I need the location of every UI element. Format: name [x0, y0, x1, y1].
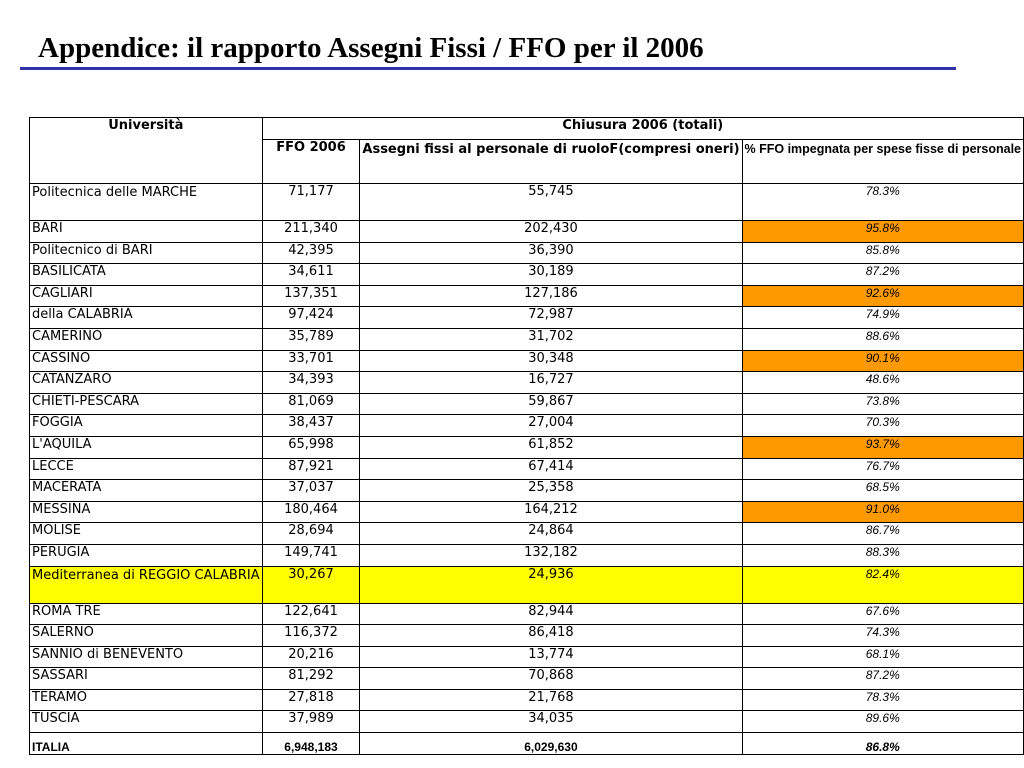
ffo-cell: 87,921: [262, 458, 360, 480]
assegni-cell: 24,864: [360, 523, 742, 545]
university-cell: CHIETI-PESCARA: [30, 393, 263, 415]
page-title: Appendice: il rapporto Assegni Fissi / FFO per il 2006: [38, 32, 704, 64]
assegni-cell: 13,774: [360, 646, 742, 668]
university-cell: BARI: [30, 221, 263, 243]
university-cell: CASSINO: [30, 350, 263, 372]
pct-cell: 91.0%: [742, 501, 1023, 523]
university-cell: FOGGIA: [30, 415, 263, 437]
pct-cell: 87.2%: [742, 264, 1023, 286]
table-row: [30, 393, 1024, 415]
pct-cell: 82.4%: [742, 566, 1023, 603]
university-cell: CAGLIARI: [30, 285, 263, 307]
table-row: [30, 566, 1024, 603]
pct-cell: 68.5%: [742, 480, 1023, 502]
pct-cell: 78.3%: [742, 184, 1023, 221]
assegni-cell: 30,348: [360, 350, 742, 372]
pct-cell: 88.3%: [742, 544, 1023, 566]
ffo-cell: 37,037: [262, 480, 360, 502]
university-cell: Politecnico di BARI: [30, 242, 263, 264]
table-row: [30, 184, 1024, 221]
table-row: [30, 221, 1024, 243]
ffo-cell: 116,372: [262, 625, 360, 647]
university-cell: ROMA TRE: [30, 603, 263, 625]
table-row: [30, 668, 1024, 690]
table-row: [30, 307, 1024, 329]
pct-cell: 90.1%: [742, 350, 1023, 372]
pct-cell: 93.7%: [742, 436, 1023, 458]
pct-cell: 68.1%: [742, 646, 1023, 668]
ffo-cell: 81,069: [262, 393, 360, 415]
header-assegni: Assegni fissi al personale di ruoloF(compresi oneri): [360, 140, 742, 184]
assegni-cell: 30,189: [360, 264, 742, 286]
assegni-cell: 21,768: [360, 689, 742, 711]
assegni-cell: 61,852: [360, 436, 742, 458]
table-row: [30, 646, 1024, 668]
university-cell: PERUGIA: [30, 544, 263, 566]
pct-cell: 76.7%: [742, 458, 1023, 480]
ffo-cell: 28,694: [262, 523, 360, 545]
header-pct: % FFO impegnata per spese fisse di personale: [742, 140, 1023, 184]
university-cell: LECCE: [30, 458, 263, 480]
assegni-cell: 86,418: [360, 625, 742, 647]
ffo-cell: 38,437: [262, 415, 360, 437]
table-row: [30, 625, 1024, 647]
assegni-cell: 55,745: [360, 184, 742, 221]
pct-cell: 85.8%: [742, 242, 1023, 264]
assegni-cell: 34,035: [360, 711, 742, 733]
table-row: [30, 480, 1024, 502]
header-group: Chiusura 2006 (totali): [262, 118, 1023, 140]
assegni-cell: 67,414: [360, 458, 742, 480]
pct-cell: 86.7%: [742, 523, 1023, 545]
ffo-cell: 42,395: [262, 242, 360, 264]
ffo-cell: 122,641: [262, 603, 360, 625]
assegni-cell: 202,430: [360, 221, 742, 243]
assegni-cell: 127,186: [360, 285, 742, 307]
pct-cell: 78.3%: [742, 689, 1023, 711]
table-row: [30, 689, 1024, 711]
assegni-cell: 82,944: [360, 603, 742, 625]
ffo-table: [29, 117, 1024, 755]
ffo-cell: 65,998: [262, 436, 360, 458]
assegni-cell: 16,727: [360, 372, 742, 394]
total-assegni: 6,029,630: [360, 733, 742, 755]
pct-cell: 70.3%: [742, 415, 1023, 437]
assegni-cell: 72,987: [360, 307, 742, 329]
assegni-cell: 36,390: [360, 242, 742, 264]
pct-cell: 74.3%: [742, 625, 1023, 647]
university-cell: Politecnica delle MARCHE: [30, 184, 263, 221]
assegni-cell: 27,004: [360, 415, 742, 437]
ffo-cell: 211,340: [262, 221, 360, 243]
pct-cell: 95.8%: [742, 221, 1023, 243]
table-row: [30, 415, 1024, 437]
ffo-cell: 34,393: [262, 372, 360, 394]
total-ffo: 6,948,183: [262, 733, 360, 755]
pct-cell: 88.6%: [742, 328, 1023, 350]
university-cell: MOLISE: [30, 523, 263, 545]
table-row: [30, 523, 1024, 545]
pct-cell: 73.8%: [742, 393, 1023, 415]
pct-cell: 48.6%: [742, 372, 1023, 394]
ffo-cell: 97,424: [262, 307, 360, 329]
ffo-cell: 137,351: [262, 285, 360, 307]
university-cell: della CALABRIA: [30, 307, 263, 329]
table-row: [30, 264, 1024, 286]
university-cell: MESSINA: [30, 501, 263, 523]
ffo-cell: 71,177: [262, 184, 360, 221]
table-row: [30, 285, 1024, 307]
assegni-cell: 164,212: [360, 501, 742, 523]
table-row: [30, 350, 1024, 372]
university-cell: Mediterranea di REGGIO CALABRIA: [30, 566, 263, 603]
ffo-cell: 30,267: [262, 566, 360, 603]
total-row: [30, 733, 1024, 755]
ffo-cell: 27,818: [262, 689, 360, 711]
assegni-cell: 59,867: [360, 393, 742, 415]
ffo-cell: 81,292: [262, 668, 360, 690]
table-row: [30, 458, 1024, 480]
assegni-cell: 132,182: [360, 544, 742, 566]
university-cell: CAMERINO: [30, 328, 263, 350]
assegni-cell: 24,936: [360, 566, 742, 603]
table-row: [30, 328, 1024, 350]
total-name: ITALIA: [30, 733, 263, 755]
table-row: [30, 242, 1024, 264]
table-body: [30, 184, 1024, 733]
university-cell: TUSCIA: [30, 711, 263, 733]
ffo-cell: 33,701: [262, 350, 360, 372]
university-cell: SALERNO: [30, 625, 263, 647]
table-row: [30, 436, 1024, 458]
assegni-cell: 31,702: [360, 328, 742, 350]
university-cell: SANNIO di BENEVENTO: [30, 646, 263, 668]
university-cell: BASILICATA: [30, 264, 263, 286]
university-cell: MACERATA: [30, 480, 263, 502]
university-cell: SASSARI: [30, 668, 263, 690]
table-row: [30, 603, 1024, 625]
ffo-cell: 180,464: [262, 501, 360, 523]
assegni-cell: 70,868: [360, 668, 742, 690]
ffo-cell: 34,611: [262, 264, 360, 286]
university-cell: CATANZARO: [30, 372, 263, 394]
header-university: Università: [30, 118, 263, 184]
ffo-cell: 37,989: [262, 711, 360, 733]
ffo-cell: 20,216: [262, 646, 360, 668]
table-row: [30, 501, 1024, 523]
pct-cell: 87.2%: [742, 668, 1023, 690]
pct-cell: 92.6%: [742, 285, 1023, 307]
header-ffo: FFO 2006: [262, 140, 360, 184]
university-cell: TERAMO: [30, 689, 263, 711]
university-cell: L'AQUILA: [30, 436, 263, 458]
pct-cell: 67.6%: [742, 603, 1023, 625]
total-pct: 86.8%: [742, 733, 1023, 755]
title-underline: [20, 67, 956, 70]
table-row: [30, 544, 1024, 566]
table-row: [30, 711, 1024, 733]
pct-cell: 89.6%: [742, 711, 1023, 733]
ffo-cell: 35,789: [262, 328, 360, 350]
table-row: [30, 372, 1024, 394]
assegni-cell: 25,358: [360, 480, 742, 502]
pct-cell: 74.9%: [742, 307, 1023, 329]
ffo-cell: 149,741: [262, 544, 360, 566]
